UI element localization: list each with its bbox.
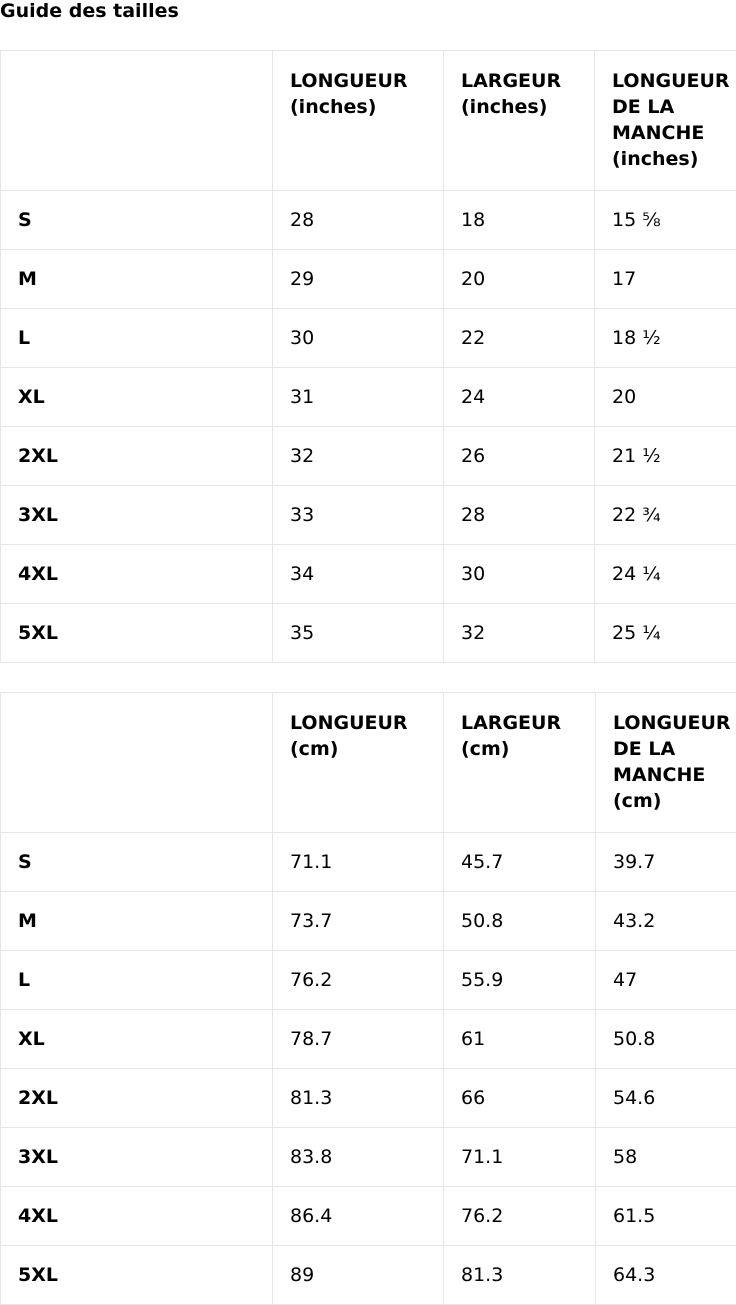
size-cell: 3XL (1, 486, 273, 545)
sleeve-length-cell: 17 (595, 250, 736, 309)
length-cell: 73.7 (273, 892, 444, 951)
table-row (1, 191, 736, 250)
table-row (1, 250, 736, 309)
table-row (1, 892, 736, 951)
length-cell: 81.3 (273, 1069, 444, 1128)
width-cell: 30 (444, 545, 595, 604)
sleeve-length-cell: 21 ½ (595, 427, 736, 486)
length-cell: 30 (273, 309, 444, 368)
length-cell: 34 (273, 545, 444, 604)
width-cell: 76.2 (444, 1187, 596, 1246)
size-cell: S (1, 191, 273, 250)
size-table-cm (0, 692, 736, 1305)
length-cell: 31 (273, 368, 444, 427)
table-row (1, 604, 736, 663)
width-cell: 28 (444, 486, 595, 545)
sleeve-length-cell: 25 ¼ (595, 604, 736, 663)
page-title: Guide des tailles (0, 0, 179, 22)
table-row (1, 1010, 736, 1069)
header-cell-sleeve-length: LONGUEUR DE LA MANCHE (cm) (596, 693, 736, 833)
width-cell: 24 (444, 368, 595, 427)
size-cell: L (1, 309, 273, 368)
width-cell: 66 (444, 1069, 596, 1128)
size-cell: S (1, 833, 273, 892)
size-cell: 5XL (1, 1246, 273, 1305)
size-cell: 4XL (1, 545, 273, 604)
header-cell-sleeve-length: LONGUEUR DE LA MANCHE (inches) (595, 51, 736, 191)
table-row (1, 1187, 736, 1246)
header-cell-length: LONGUEUR (inches) (273, 51, 444, 191)
sleeve-length-cell: 22 ¾ (595, 486, 736, 545)
length-cell: 33 (273, 486, 444, 545)
length-cell: 76.2 (273, 951, 444, 1010)
size-table-inches (0, 50, 736, 663)
length-cell: 83.8 (273, 1128, 444, 1187)
header-cell-size (1, 51, 273, 191)
length-cell: 71.1 (273, 833, 444, 892)
table-row (1, 545, 736, 604)
sleeve-length-cell: 50.8 (596, 1010, 736, 1069)
length-cell: 86.4 (273, 1187, 444, 1246)
table-header-row (1, 51, 736, 191)
header-cell-width: LARGEUR (inches) (444, 51, 595, 191)
length-cell: 28 (273, 191, 444, 250)
width-cell: 81.3 (444, 1246, 596, 1305)
width-cell: 50.8 (444, 892, 596, 951)
length-cell: 78.7 (273, 1010, 444, 1069)
sleeve-length-cell: 43.2 (596, 892, 736, 951)
header-cell-width: LARGEUR (cm) (444, 693, 596, 833)
width-cell: 45.7 (444, 833, 596, 892)
size-cell: XL (1, 1010, 273, 1069)
size-cell: 2XL (1, 427, 273, 486)
width-cell: 61 (444, 1010, 596, 1069)
table-row (1, 427, 736, 486)
width-cell: 22 (444, 309, 595, 368)
header-cell-size (1, 693, 273, 833)
table-row (1, 486, 736, 545)
length-cell: 29 (273, 250, 444, 309)
size-cell: XL (1, 368, 273, 427)
sleeve-length-cell: 18 ½ (595, 309, 736, 368)
sleeve-length-cell: 61.5 (596, 1187, 736, 1246)
size-cell: M (1, 892, 273, 951)
table-row (1, 1246, 736, 1305)
table-row (1, 1128, 736, 1187)
size-cell: 4XL (1, 1187, 273, 1246)
table-row (1, 951, 736, 1010)
width-cell: 26 (444, 427, 595, 486)
sleeve-length-cell: 47 (596, 951, 736, 1010)
size-cell: 5XL (1, 604, 273, 663)
size-cell: 3XL (1, 1128, 273, 1187)
sleeve-length-cell: 54.6 (596, 1069, 736, 1128)
size-cell: M (1, 250, 273, 309)
table-row (1, 1069, 736, 1128)
sleeve-length-cell: 24 ¼ (595, 545, 736, 604)
table-row (1, 368, 736, 427)
sleeve-length-cell: 39.7 (596, 833, 736, 892)
width-cell: 18 (444, 191, 595, 250)
length-cell: 89 (273, 1246, 444, 1305)
length-cell: 32 (273, 427, 444, 486)
table-row (1, 833, 736, 892)
width-cell: 71.1 (444, 1128, 596, 1187)
size-cell: L (1, 951, 273, 1010)
sleeve-length-cell: 15 ⅝ (595, 191, 736, 250)
table-row (1, 309, 736, 368)
width-cell: 20 (444, 250, 595, 309)
sleeve-length-cell: 20 (595, 368, 736, 427)
width-cell: 55.9 (444, 951, 596, 1010)
header-cell-length: LONGUEUR (cm) (273, 693, 444, 833)
table-header-row (1, 693, 736, 833)
size-cell: 2XL (1, 1069, 273, 1128)
sleeve-length-cell: 58 (596, 1128, 736, 1187)
sleeve-length-cell: 64.3 (596, 1246, 736, 1305)
length-cell: 35 (273, 604, 444, 663)
width-cell: 32 (444, 604, 595, 663)
